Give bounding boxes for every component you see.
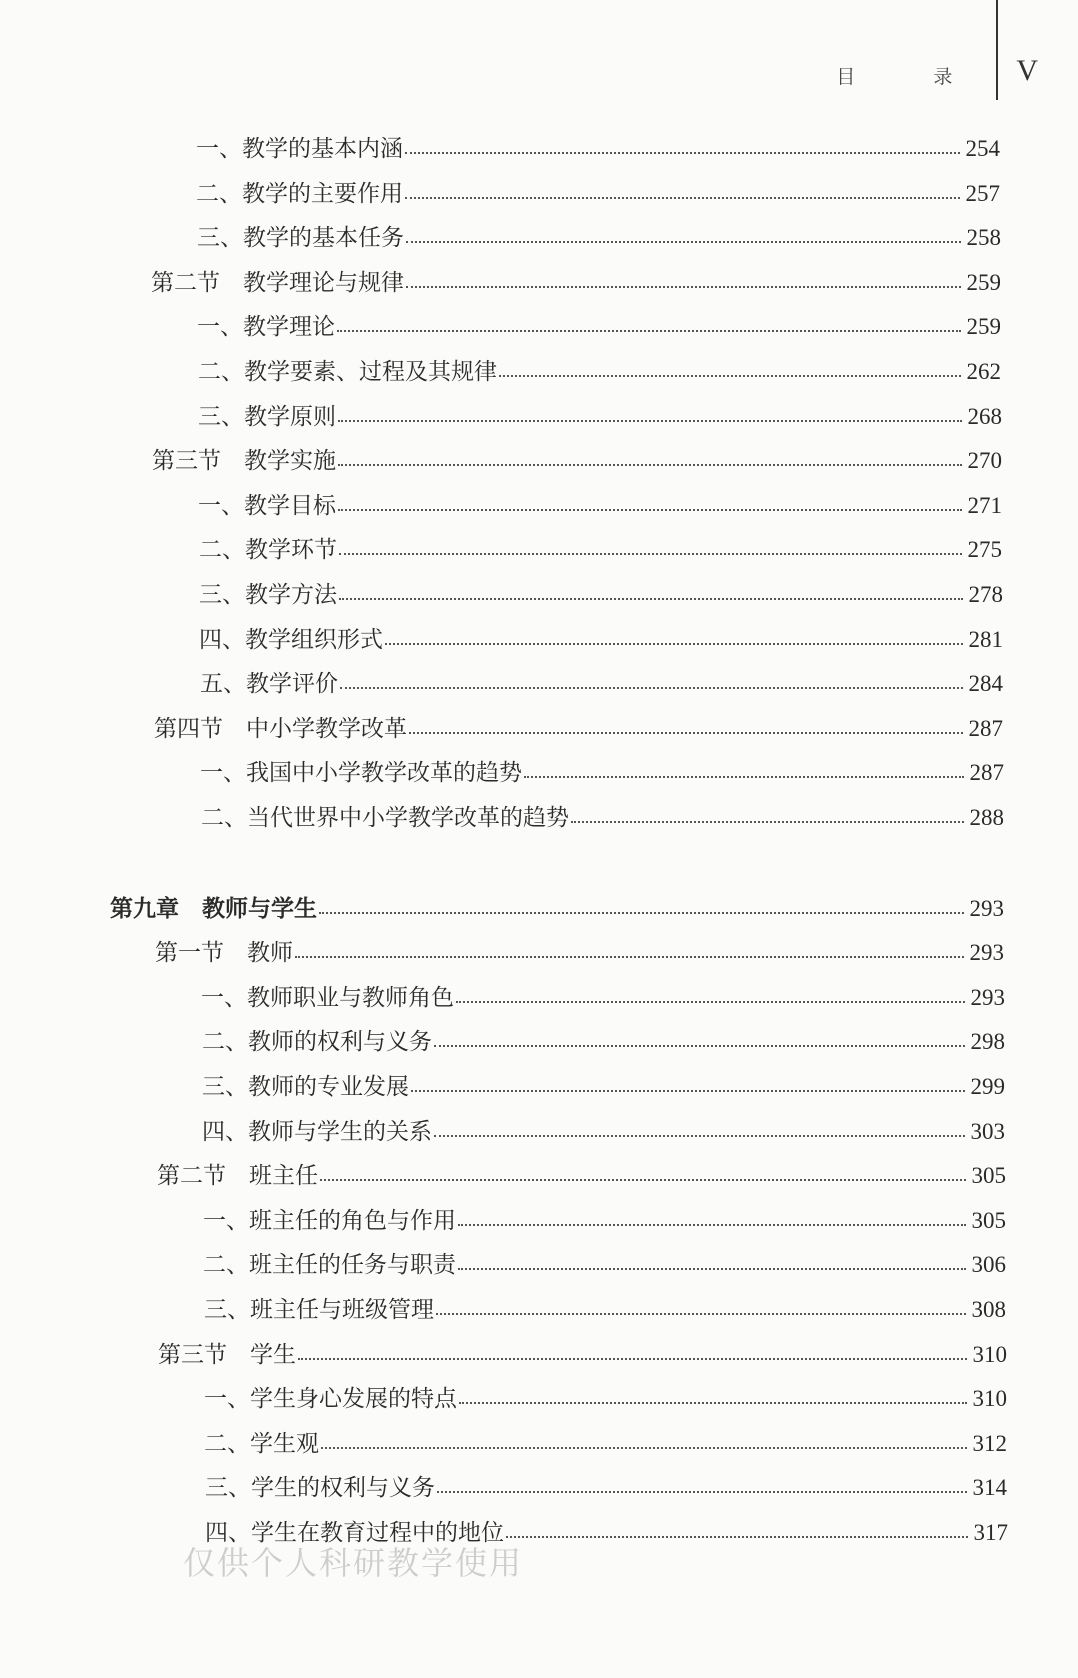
toc-entry-page-number: 270 [967,448,1002,473]
toc-entry-label: 一、班主任的角色与作用 [203,1208,456,1234]
dot-leader [571,821,964,823]
dot-leader [437,1491,967,1493]
dot-leader [458,1224,966,1226]
toc-item-entry [196,130,1000,170]
dot-leader [409,732,963,734]
toc-item-entry [200,754,1004,794]
toc-item-entry [205,1469,1007,1509]
toc-item-entry [197,308,1001,348]
toc-item-entry [204,1291,1006,1331]
toc-entry-label: 一、我国中小学教学改革的趋势 [200,760,522,786]
toc-entry-page-number: 271 [967,493,1002,518]
toc-item-entry [204,1425,1007,1465]
toc-item-entry [201,799,1004,839]
toc-entry-label: 四、教师与学生的关系 [202,1119,432,1145]
toc-entry-page-number: 254 [965,136,1000,161]
toc-entry-label: 四、学生在教育过程中的地位 [205,1520,504,1546]
header-page-number: V [1016,54,1038,87]
dot-leader [434,1045,965,1047]
toc-section-entry [158,1336,1007,1376]
toc-item-entry [199,621,1003,661]
toc-entry-label: 三、教学方法 [199,582,337,608]
toc-item-entry [202,1113,1005,1153]
toc-chapter-entry [110,890,1004,930]
toc-entry-page-number: 284 [968,671,1003,696]
toc-entry-label: 第三节 学生 [158,1342,296,1368]
toc-entry-label: 二、教学的主要作用 [196,181,403,207]
dot-leader [320,1179,966,1181]
toc-entry-page-number: 259 [966,314,1001,339]
dot-leader [436,1313,966,1315]
toc-entry-page-number: 275 [967,537,1002,562]
toc-item-entry [204,1380,1007,1420]
dot-leader [338,420,962,422]
dot-leader [338,509,962,511]
toc-entry-label: 三、教学的基本任务 [197,225,404,251]
toc-entry-page-number: 310 [972,1386,1007,1411]
toc-entry-page-number: 293 [970,985,1005,1010]
toc-item-entry [200,665,1003,705]
dot-leader [405,197,960,199]
toc-entry-label: 第二节 班主任 [157,1163,318,1189]
toc-entry-label: 二、教师的权利与义务 [202,1029,432,1055]
toc-entry-label: 一、学生身心发展的特点 [204,1386,457,1412]
dot-leader [411,1090,965,1092]
toc-entry-page-number: 314 [972,1475,1007,1500]
toc-entry-page-number: 298 [970,1029,1005,1054]
dot-leader [340,687,963,689]
dot-leader [524,776,964,778]
toc-entry-page-number: 317 [973,1520,1008,1545]
toc-entry-page-number: 288 [969,805,1004,830]
toc-entry-label: 二、教学环节 [199,537,337,563]
toc-entry-label: 五、教学评价 [200,671,338,697]
dot-leader [321,1447,967,1449]
toc-entry-page-number: 299 [970,1074,1005,1099]
toc-entry-label: 第九章 教师与学生 [110,895,317,922]
dot-leader [434,1135,965,1137]
toc-entry-page-number: 308 [971,1297,1006,1322]
toc-entry-label: 第二节 教学理论与规律 [151,270,404,296]
toc-entry-label: 一、教学的基本内涵 [196,136,403,162]
toc-section-entry [152,442,1002,482]
toc-entry-page-number: 262 [966,359,1001,384]
toc-item-entry [203,1202,1006,1242]
dot-leader [456,1001,965,1003]
toc-entry-page-number: 293 [969,940,1004,965]
toc-entry-label: 二、班主任的任务与职责 [203,1252,456,1278]
dot-leader [506,1536,968,1538]
toc-item-entry [199,531,1002,571]
toc-item-entry [199,576,1003,616]
dot-leader [339,553,962,555]
toc-entry-page-number: 305 [971,1208,1006,1233]
toc-entry-label: 三、学生的权利与义务 [205,1475,435,1501]
toc-entry-page-number: 312 [972,1431,1007,1456]
toc-entry-page-number: 268 [967,404,1002,429]
toc-entry-label: 第一节 教师 [155,940,293,966]
dot-leader [295,956,964,958]
toc-entry-page-number: 259 [966,270,1001,295]
toc-entry-label: 三、教师的专业发展 [202,1074,409,1100]
dot-leader [406,241,961,243]
dot-leader [319,912,964,914]
toc-item-entry [201,979,1005,1019]
toc-entry-page-number: 281 [968,627,1003,652]
toc-item-entry [198,353,1001,393]
toc-entry-page-number: 310 [972,1342,1007,1367]
toc-section-entry [155,934,1004,974]
dot-leader [298,1358,967,1360]
watermark: 仅供个人科研教学使用 [183,1544,524,1582]
toc-section-entry [154,710,1003,750]
toc-section-entry [157,1157,1006,1197]
dot-leader [499,375,961,377]
toc-item-entry [197,219,1001,259]
toc-entry-page-number: 305 [971,1163,1006,1188]
toc-item-entry [202,1023,1005,1063]
toc-entry-label: 第四节 中小学教学改革 [154,716,407,742]
header-divider [996,0,998,100]
dot-leader [385,643,963,645]
toc-entry-label: 四、教学组织形式 [199,627,383,653]
dot-leader [406,286,961,288]
dot-leader [405,152,960,154]
toc-item-entry [203,1246,1006,1286]
toc-entry-label: 三、教学原则 [198,404,336,430]
toc-entry-page-number: 293 [969,896,1004,921]
toc-item-entry [202,1068,1005,1108]
toc-entry-page-number: 306 [971,1252,1006,1277]
toc-item-entry [196,175,1000,215]
toc-entry-label: 二、当代世界中小学教学改革的趋势 [201,805,569,831]
toc-entry-label: 二、教学要素、过程及其规律 [198,359,497,385]
dot-leader [339,598,963,600]
toc-entry-page-number: 278 [968,582,1003,607]
dot-leader [459,1402,967,1404]
page-header [836,52,1038,102]
toc-entry-page-number: 258 [966,225,1001,250]
toc-section-entry [151,264,1001,304]
toc-entry-label: 一、教师职业与教师角色 [201,985,454,1011]
toc-entry-page-number: 287 [969,760,1004,785]
header-title: 目 录 [836,66,989,88]
toc-entry-label: 第三节 教学实施 [152,448,336,474]
toc-entry-label: 一、教学目标 [198,493,336,519]
dot-leader [337,330,961,332]
toc-item-entry [198,487,1002,527]
toc-entry-page-number: 257 [965,181,1000,206]
dot-leader [458,1268,966,1270]
dot-leader [338,464,962,466]
toc-entry-label: 二、学生观 [204,1431,319,1457]
toc-item-entry [198,398,1002,438]
toc-entry-label: 一、教学理论 [197,314,335,340]
toc-entry-label: 三、班主任与班级管理 [204,1297,434,1323]
toc-entry-page-number: 287 [968,716,1003,741]
toc-entry-page-number: 303 [970,1119,1005,1144]
